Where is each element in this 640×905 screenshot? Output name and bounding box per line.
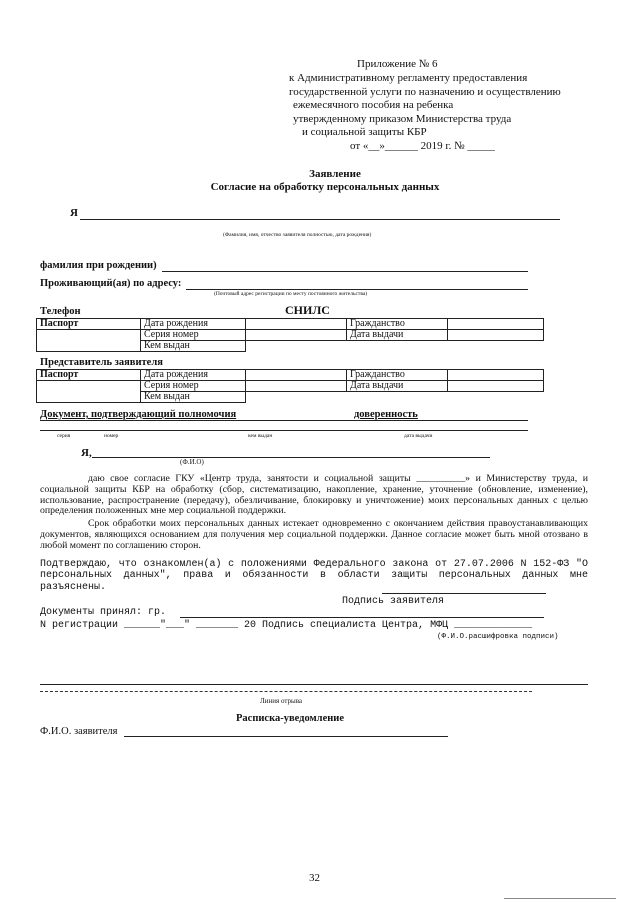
receipt-fio-field[interactable] (124, 736, 448, 737)
appendix-title: Приложение № 6 (357, 58, 438, 70)
citizenship-label: Гражданство (347, 319, 448, 330)
appendix-line: ежемесячного пособия на ребенка (293, 99, 454, 112)
reg-number-line: N регистрации ______"___" _______ 20 Подпись специалиста Центра, МФЦ _____________ (40, 620, 533, 631)
fio-decode-hint: (Ф.И.О.расшифровка подписи) (437, 633, 559, 641)
series-value[interactable] (246, 330, 347, 341)
representative-passport-table (36, 369, 544, 403)
col-number: номер (104, 433, 119, 439)
rep-birth-date-label: Дата рождения (141, 370, 246, 381)
address-hint: (Почтовый адрес регистрации по месту постоянного жительства) (214, 291, 368, 297)
tear-solid-line (40, 684, 588, 685)
footer-line (504, 898, 616, 899)
document-subtitle: Согласие на обработку персональных данных (210, 181, 440, 193)
address-label: Проживающий(ая) по адресу: (40, 278, 182, 289)
tear-dashed-line (40, 691, 532, 692)
address-field[interactable] (186, 289, 528, 290)
consent-i-label: Я, (81, 447, 92, 459)
col-issue-date: дата выдачи (404, 433, 433, 439)
authority-doc-field[interactable] (40, 430, 528, 431)
signature-label: Подпись заявителя (342, 596, 445, 607)
citizenship-value[interactable] (448, 319, 544, 330)
issued-by-label: Кем выдан (141, 341, 246, 352)
applicant-name-hint: (Фамилия, имя, отчество заявителя полностью, дата рождения) (223, 232, 372, 238)
rep-series-label: Серия номер (141, 381, 246, 392)
docs-accepted-field[interactable] (180, 617, 544, 618)
receipt-fio-label: Ф.И.О. заявителя (40, 726, 118, 737)
authority-doc-line (40, 420, 528, 421)
applicant-name-field[interactable] (80, 219, 560, 220)
representative-label: Представитель заявителя (40, 357, 163, 368)
docs-accepted-label: Документы принял: гр. (40, 607, 167, 618)
page-number: 32 (309, 872, 320, 884)
rep-citizenship-value[interactable] (448, 370, 544, 381)
receipt-title: Расписка-уведомление (236, 713, 344, 724)
issue-date-label: Дата выдачи (347, 330, 448, 341)
issue-date-value[interactable] (448, 330, 544, 341)
passport-label: Паспорт (37, 319, 141, 330)
rep-passport-label: Паспорт (37, 370, 141, 381)
tear-line-label: Линия отрыва (260, 697, 303, 705)
applicant-i-label: Я (70, 207, 78, 219)
rep-birth-date-value[interactable] (246, 370, 347, 381)
document-title: Заявление (309, 168, 361, 180)
col-series: серия (57, 433, 71, 439)
proxy-label: доверенность (354, 409, 418, 420)
rep-issue-date-value[interactable] (448, 381, 544, 392)
rep-issue-date-label: Дата выдачи (347, 381, 448, 392)
appendix-line: и социальной защиты КБР (302, 126, 427, 139)
birth-surname-label: фамилия при рождении) (40, 260, 157, 271)
birth-date-label: Дата рождения (141, 319, 246, 330)
series-label: Серия номер (141, 330, 246, 341)
rep-citizenship-label: Гражданство (347, 370, 448, 381)
consent-paragraph-2: Срок обработки моих персональных данных истекает одновременно с окончанием действия правоустанавливающих документов, являющихся основанием для получения мер социальной поддержки. Данное согласие может быть мной отозвано в любой момент по соглашению сторон. (40, 518, 588, 551)
appendix-line: государственной услуги по назначению и осуществлению (289, 85, 561, 98)
phone-label: Телефон (40, 306, 81, 317)
confirm-paragraph: Подтверждаю, что ознакомлен(а) с положениями Федерального закона от 27.07.2006 N 152-ФЗ "О персональных данных", права и обязанности в области защиты персональных данных мне разъяснены. (40, 559, 588, 593)
appendix-line: утвержденному приказом Министерства труда (293, 112, 512, 125)
snils-label: СНИЛС (285, 303, 330, 317)
passport-table (36, 318, 544, 352)
appendix-text (289, 72, 609, 154)
issued-by-value[interactable] (246, 341, 544, 352)
consent-paragraph-1: даю свое согласие ГКУ «Центр труда, занятости и социальной защиты __________» и Министерству труда, и социальной защиты КБР на обработку (сбор, систематизацию, накопление, хранение, уточнение (обновление, изменение), использование, распространение (передачу), обезличивание, блокировку и уничтожение) моих персональных данных с целью определения положенных мне мер социальной поддержки. (40, 473, 588, 517)
consent-fio-hint: (Ф.И.О) (180, 458, 204, 466)
col-issued-by: кем выдан (248, 433, 273, 439)
appendix-line: от «__»______ 2019 г. № _____ (350, 139, 495, 152)
rep-issued-by-value[interactable] (246, 392, 544, 403)
birth-surname-field[interactable] (162, 271, 528, 272)
rep-series-value[interactable] (246, 381, 347, 392)
consent-fio-field[interactable] (92, 457, 490, 458)
authority-doc-label: Документ, подтверждающий полномочия (40, 409, 237, 420)
appendix-line: к Административному регламенту предоставления (289, 72, 528, 84)
rep-issued-by-label: Кем выдан (141, 392, 246, 403)
signature-line[interactable] (382, 593, 546, 594)
birth-date-value[interactable] (246, 319, 347, 330)
